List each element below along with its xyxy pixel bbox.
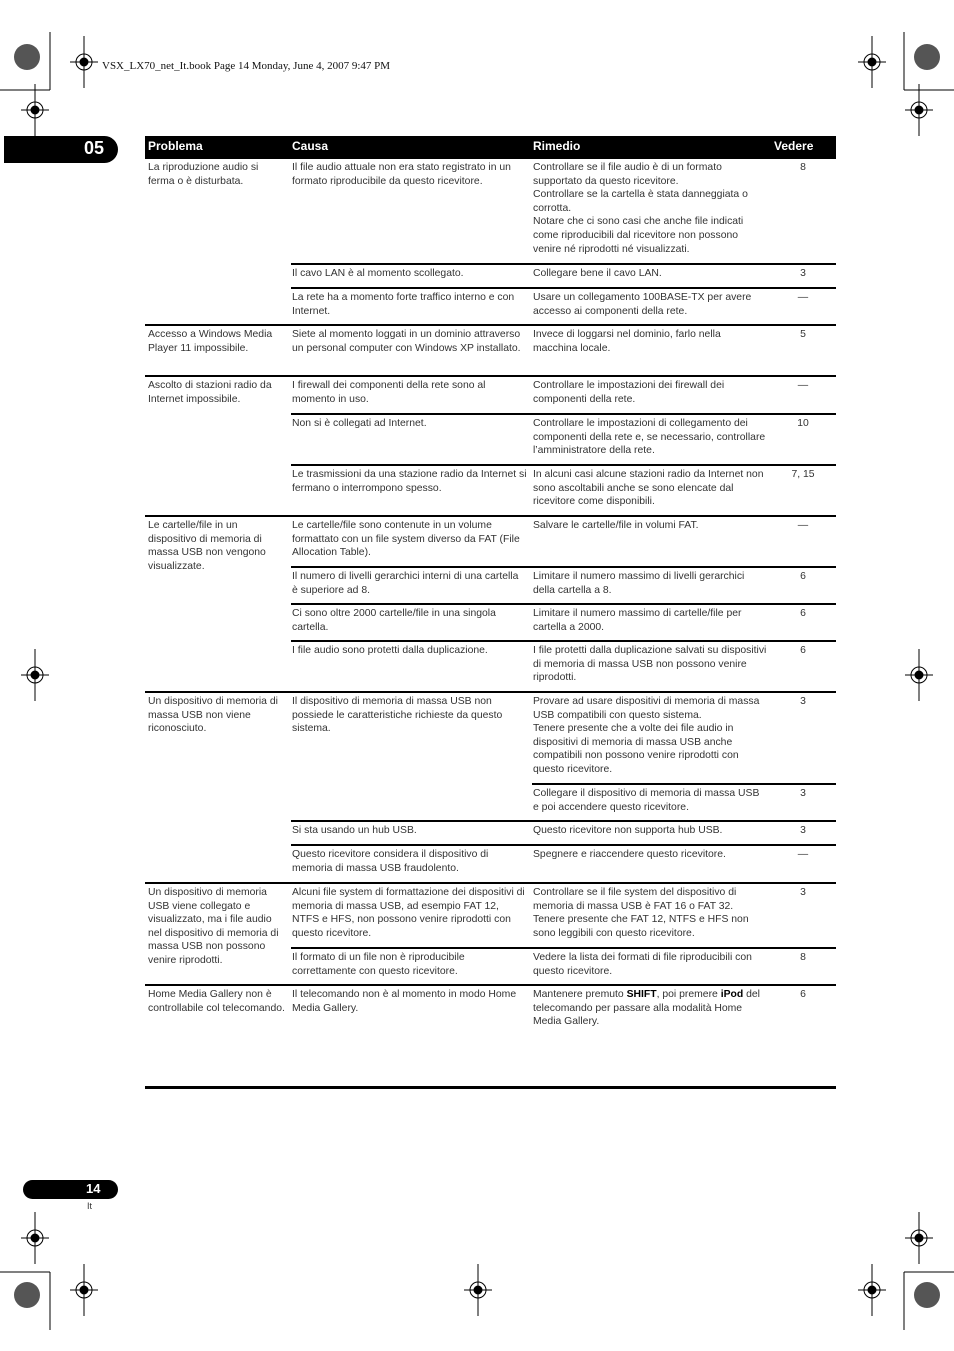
problem-cell: Un dispositivo di memoria USB viene collegato e visualizzato, ma i file audio nel dispositivo di memoria di massa USB non possono venire riprodotti. — [148, 887, 279, 966]
remedy-cell: Questo ricevitore non supporta hub USB. — [533, 825, 723, 836]
problem-cell: Le cartelle/file in un dispositivo di memoria di massa USB non vengono visualizzate. — [148, 520, 266, 572]
see-page-cell: — — [797, 849, 809, 860]
remedy-cell: I file protetti dalla duplicazione salvati su dispositivi di memoria di massa USB non possono venire riprodotti. — [533, 645, 767, 684]
button-name: SHIFT — [626, 989, 657, 1000]
cause-cell: Le trasmissioni da una stazione radio da Internet si fermano o interrompono spesso. — [292, 469, 527, 494]
cause-cell: Il formato di un file non è riproducibile correttamente con questo ricevitore. — [292, 952, 465, 977]
cause-cell: Il dispositivo di memoria di massa USB non possiede le caratteristiche richieste da questo sistema. — [292, 696, 503, 735]
remedy-text: del telecomando per passare alla modalità Home Media Gallery. — [533, 989, 760, 1028]
cause-cell: Il telecomando non è al momento in modo Home Media Gallery. — [292, 989, 517, 1014]
problem-cell: Ascolto di stazioni radio da Internet impossibile. — [148, 380, 272, 405]
cause-cell: Alcuni file system di formattazione dei dispositivi di memoria di massa USB, ad esempio FAT 12, NTFS e HFS, non possono venire riprodotti con questo ricevitore. — [292, 887, 525, 939]
cause-cell: Il file audio attuale non era stato registrato in un formato riproducibile da questo ricevitore. — [292, 162, 511, 187]
cause-cell: La rete ha a momento forte traffico interno e con Internet. — [292, 292, 515, 317]
remedy-cell: Vedere la lista dei formati di file riproducibili con questo ricevitore. — [533, 952, 752, 977]
cause-cell: Si sta usando un hub USB. — [292, 825, 417, 836]
header-rimedio: Rimedio — [533, 139, 581, 153]
chapter-number: 05 — [84, 138, 105, 158]
see-page-cell: 6 — [800, 645, 806, 656]
problem-cell: Un dispositivo di memoria di massa USB non viene riconosciuto. — [148, 696, 278, 735]
cause-cell: Non si è collegati ad Internet. — [292, 418, 427, 429]
header-causa: Causa — [292, 139, 329, 153]
cause-cell: Questo ricevitore considera il dispositivo di memoria di massa USB fraudolento. — [292, 849, 489, 874]
cause-cell: Ci sono oltre 2000 cartelle/file in una singola cartella. — [292, 608, 496, 633]
remedy-cell: Limitare il numero massimo di livelli gerarchici della cartella a 8. — [533, 571, 745, 596]
see-page-cell: 3 — [800, 887, 806, 898]
see-page-cell: 3 — [800, 268, 806, 279]
remedy-cell: Controllare le impostazioni di collegamento dei componenti della rete e, se necessario, controllare l’amministratore della rete. — [533, 418, 766, 457]
remedy-cell: Controllare se il file audio è di un formato supportato da questo ricevitore. Controllare se la cartella è stata danneggiata o corrotta. Notare che ci sono casi che anche file indicati come riproducibili dal ricevitore non possono venire né riprodotti né visualizzati. — [533, 162, 748, 255]
remedy-cell: Controllare se il file system del dispositivo di memoria di massa USB è FAT 16 o FAT 32. Tenere presente che FAT 12, NTFS e HFS non sono leggibili con questo ricevitore. — [533, 887, 749, 939]
language-code: It — [87, 1201, 93, 1211]
header-vedere: Vedere — [774, 139, 814, 153]
cause-cell: I firewall dei componenti della rete sono al momento in uso. — [292, 380, 486, 405]
cause-cell: Siete al momento loggati in un dominio attraverso un personal computer con Windows XP installato. — [292, 329, 521, 354]
see-page-cell: 8 — [800, 162, 806, 173]
see-page-cell: 3 — [800, 825, 806, 836]
remedy-cell: Invece di loggarsi nel dominio, farlo nella macchina locale. — [533, 329, 721, 354]
see-page-cell: — — [797, 292, 809, 303]
see-page-cell: 6 — [800, 608, 806, 619]
remedy-cell: Collegare il dispositivo di memoria di massa USB e poi accendere questo ricevitore. — [533, 788, 760, 813]
cause-cell: Le cartelle/file sono contenute in un volume formattato con un file system diverso da FAT (File Allocation Table). — [292, 520, 520, 559]
cause-cell: I file audio sono protetti dalla duplicazione. — [292, 645, 488, 656]
see-page-cell: 3 — [800, 788, 806, 799]
see-page-cell: 10 — [797, 418, 809, 429]
remedy-cell: Collegare bene il cavo LAN. — [533, 268, 662, 279]
see-page-cell: 3 — [800, 696, 806, 707]
see-page-cell: 5 — [800, 329, 806, 340]
see-page-cell: — — [797, 380, 809, 391]
problem-cell: La riproduzione audio si ferma o è disturbata. — [148, 162, 259, 187]
remedy-cell: Spegnere e riaccendere questo ricevitore. — [533, 849, 726, 860]
remedy-cell: Controllare le impostazioni dei firewall dei componenti della rete. — [533, 380, 725, 405]
problem-cell: Accesso a Windows Media Player 11 impossibile. — [148, 329, 273, 354]
see-page-cell: — — [797, 520, 809, 531]
remedy-text: , poi premere — [656, 989, 721, 1000]
remedy-cell: Limitare il numero massimo di cartelle/file per cartella a 2000. — [533, 608, 742, 633]
cause-cell: Il cavo LAN è al momento scollegato. — [292, 268, 464, 279]
see-page-cell: 6 — [800, 989, 806, 1000]
button-name: iPod — [720, 989, 744, 1000]
remedy-text: Mantenere premuto — [533, 989, 627, 1000]
page-number: 14 — [86, 1181, 101, 1196]
see-page-cell: 7, 15 — [791, 469, 815, 480]
book-print-line: VSX_LX70_net_It.book Page 14 Monday, June 4, 2007 9:47 PM — [102, 60, 391, 72]
remedy-cell: Provare ad usare dispositivi di memoria di massa USB compatibili con questo sistema. Tenere presente che a volte dei file audio in dispositivi di memoria di massa USB anche compatibili non possono venire riprodotti con questo ricevitore. — [533, 696, 760, 775]
remedy-cell: In alcuni casi alcune stazioni radio da Internet non sono ascoltabili anche se sono elencate dal ricevitore come disponibili. — [533, 469, 764, 508]
header-problema: Problema — [148, 139, 203, 153]
cause-cell: Il numero di livelli gerarchici interni di una cartella è superiore ad 8. — [292, 571, 519, 596]
remedy-cell: Salvare le cartelle/file in volumi FAT. — [533, 520, 699, 531]
see-page-cell: 6 — [800, 571, 806, 582]
problem-cell: Home Media Gallery non è controllabile col telecomando. — [148, 989, 285, 1014]
see-page-cell: 8 — [800, 952, 806, 963]
remedy-cell: Usare un collegamento 100BASE-TX per avere accesso ai componenti della rete. — [533, 292, 752, 317]
